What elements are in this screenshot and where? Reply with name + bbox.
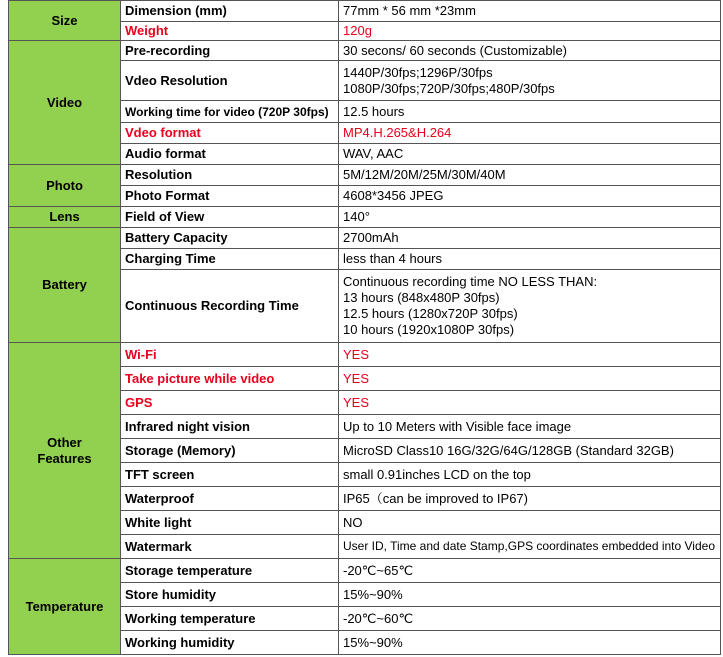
feature-label: Dimension (mm) xyxy=(121,1,339,22)
category-size: Size xyxy=(9,1,121,41)
feature-label: Working humidity xyxy=(121,631,339,655)
category-lens: Lens xyxy=(9,207,121,228)
category-video: Video xyxy=(9,41,121,165)
feature-value xyxy=(339,535,721,559)
table-row xyxy=(9,41,721,61)
value-line: 1440P/30fps;1296P/30fps xyxy=(343,64,493,80)
feature-label: Wi-Fi xyxy=(121,343,339,367)
feature-value: less than 4 hours xyxy=(339,249,721,270)
feature-value: 15%~90% xyxy=(339,583,721,607)
feature-value: Up to 10 Meters with Visible face image xyxy=(339,415,721,439)
feature-value: 4608*3456 JPEG xyxy=(339,186,721,207)
category-photo: Photo xyxy=(9,165,121,207)
feature-label: Storage (Memory) xyxy=(121,439,339,463)
feature-label: Continuous Recording Time xyxy=(121,270,339,343)
category-line: Features xyxy=(37,450,92,466)
feature-label: Charging Time xyxy=(121,249,339,270)
feature-label: White light xyxy=(121,511,339,535)
feature-label: GPS xyxy=(121,391,339,415)
feature-label: Resolution xyxy=(121,165,339,186)
feature-label xyxy=(121,367,339,391)
feature-label: Audio format xyxy=(121,144,339,165)
feature-label: Working temperature xyxy=(121,607,339,631)
feature-label: Photo Format xyxy=(121,186,339,207)
feature-label: Vdeo format xyxy=(121,123,339,144)
feature-label: Pre-recording xyxy=(121,41,339,61)
feature-value: YES xyxy=(339,367,721,391)
feature-value: 5M/12M/20M/25M/30M/40M xyxy=(339,165,721,186)
feature-value: 30 secons/ 60 seconds (Customizable) xyxy=(339,41,721,61)
feature-label: TFT screen xyxy=(121,463,339,487)
feature-label-text: Take picture while video xyxy=(125,371,275,386)
category-line: Other xyxy=(47,434,82,450)
feature-label: Storage temperature xyxy=(121,559,339,583)
feature-value: -20℃~60℃ xyxy=(339,607,721,631)
feature-value: YES xyxy=(339,343,721,367)
feature-value xyxy=(339,270,721,343)
feature-label: Working time for video (720P 30fps) xyxy=(121,101,339,123)
feature-value: WAV, AAC xyxy=(339,144,721,165)
feature-value: 77mm * 56 mm *23mm xyxy=(339,1,721,22)
feature-label: Store humidity xyxy=(121,583,339,607)
table-row xyxy=(9,1,721,22)
value-line: 12.5 hours (1280x720P 30fps) xyxy=(343,306,518,321)
feature-label: Battery Capacity xyxy=(121,228,339,249)
feature-label: Infrared night vision xyxy=(121,415,339,439)
feature-value: -20℃~65℃ xyxy=(339,559,721,583)
table-row xyxy=(9,228,721,249)
table-row xyxy=(9,207,721,228)
value-line: 10 hours (1920x1080P 30fps) xyxy=(343,322,515,337)
table-row xyxy=(9,165,721,186)
feature-value: 120g xyxy=(339,22,721,41)
table-row xyxy=(9,559,721,583)
feature-label: Weight xyxy=(121,22,339,41)
feature-value: MicroSD Class10 16G/32G/64G/128GB (Standard 32GB) xyxy=(339,439,721,463)
feature-value: NO xyxy=(339,511,721,535)
feature-value-text: User ID, Time and date Stamp,GPS coordinates embedded into Video xyxy=(343,539,715,553)
value-line: Continuous recording time NO LESS THAN: xyxy=(343,274,598,289)
feature-label: Field of View xyxy=(121,207,339,228)
category-battery: Battery xyxy=(9,228,121,343)
spec-table xyxy=(8,0,721,655)
feature-value xyxy=(339,61,721,101)
feature-label: Watermark xyxy=(121,535,339,559)
feature-value: YES xyxy=(339,391,721,415)
feature-label: Waterproof xyxy=(121,487,339,511)
category-other-features xyxy=(9,343,121,559)
value-line: 13 hours (848x480P 30fps) xyxy=(343,290,500,305)
feature-value: 12.5 hours xyxy=(339,101,721,123)
feature-value: 140° xyxy=(339,207,721,228)
feature-value: MP4.H.265&H.264 xyxy=(339,123,721,144)
value-line: 1080P/30fps;720P/30fps;480P/30fps xyxy=(343,80,555,96)
table-row xyxy=(9,343,721,367)
feature-value: IP65（can be improved to IP67) xyxy=(339,487,721,511)
feature-value: small 0.91inches LCD on the top xyxy=(339,463,721,487)
feature-label: Vdeo Resolution xyxy=(121,61,339,101)
feature-value: 15%~90% xyxy=(339,631,721,655)
feature-value: 2700mAh xyxy=(339,228,721,249)
category-temperature: Temperature xyxy=(9,559,121,655)
